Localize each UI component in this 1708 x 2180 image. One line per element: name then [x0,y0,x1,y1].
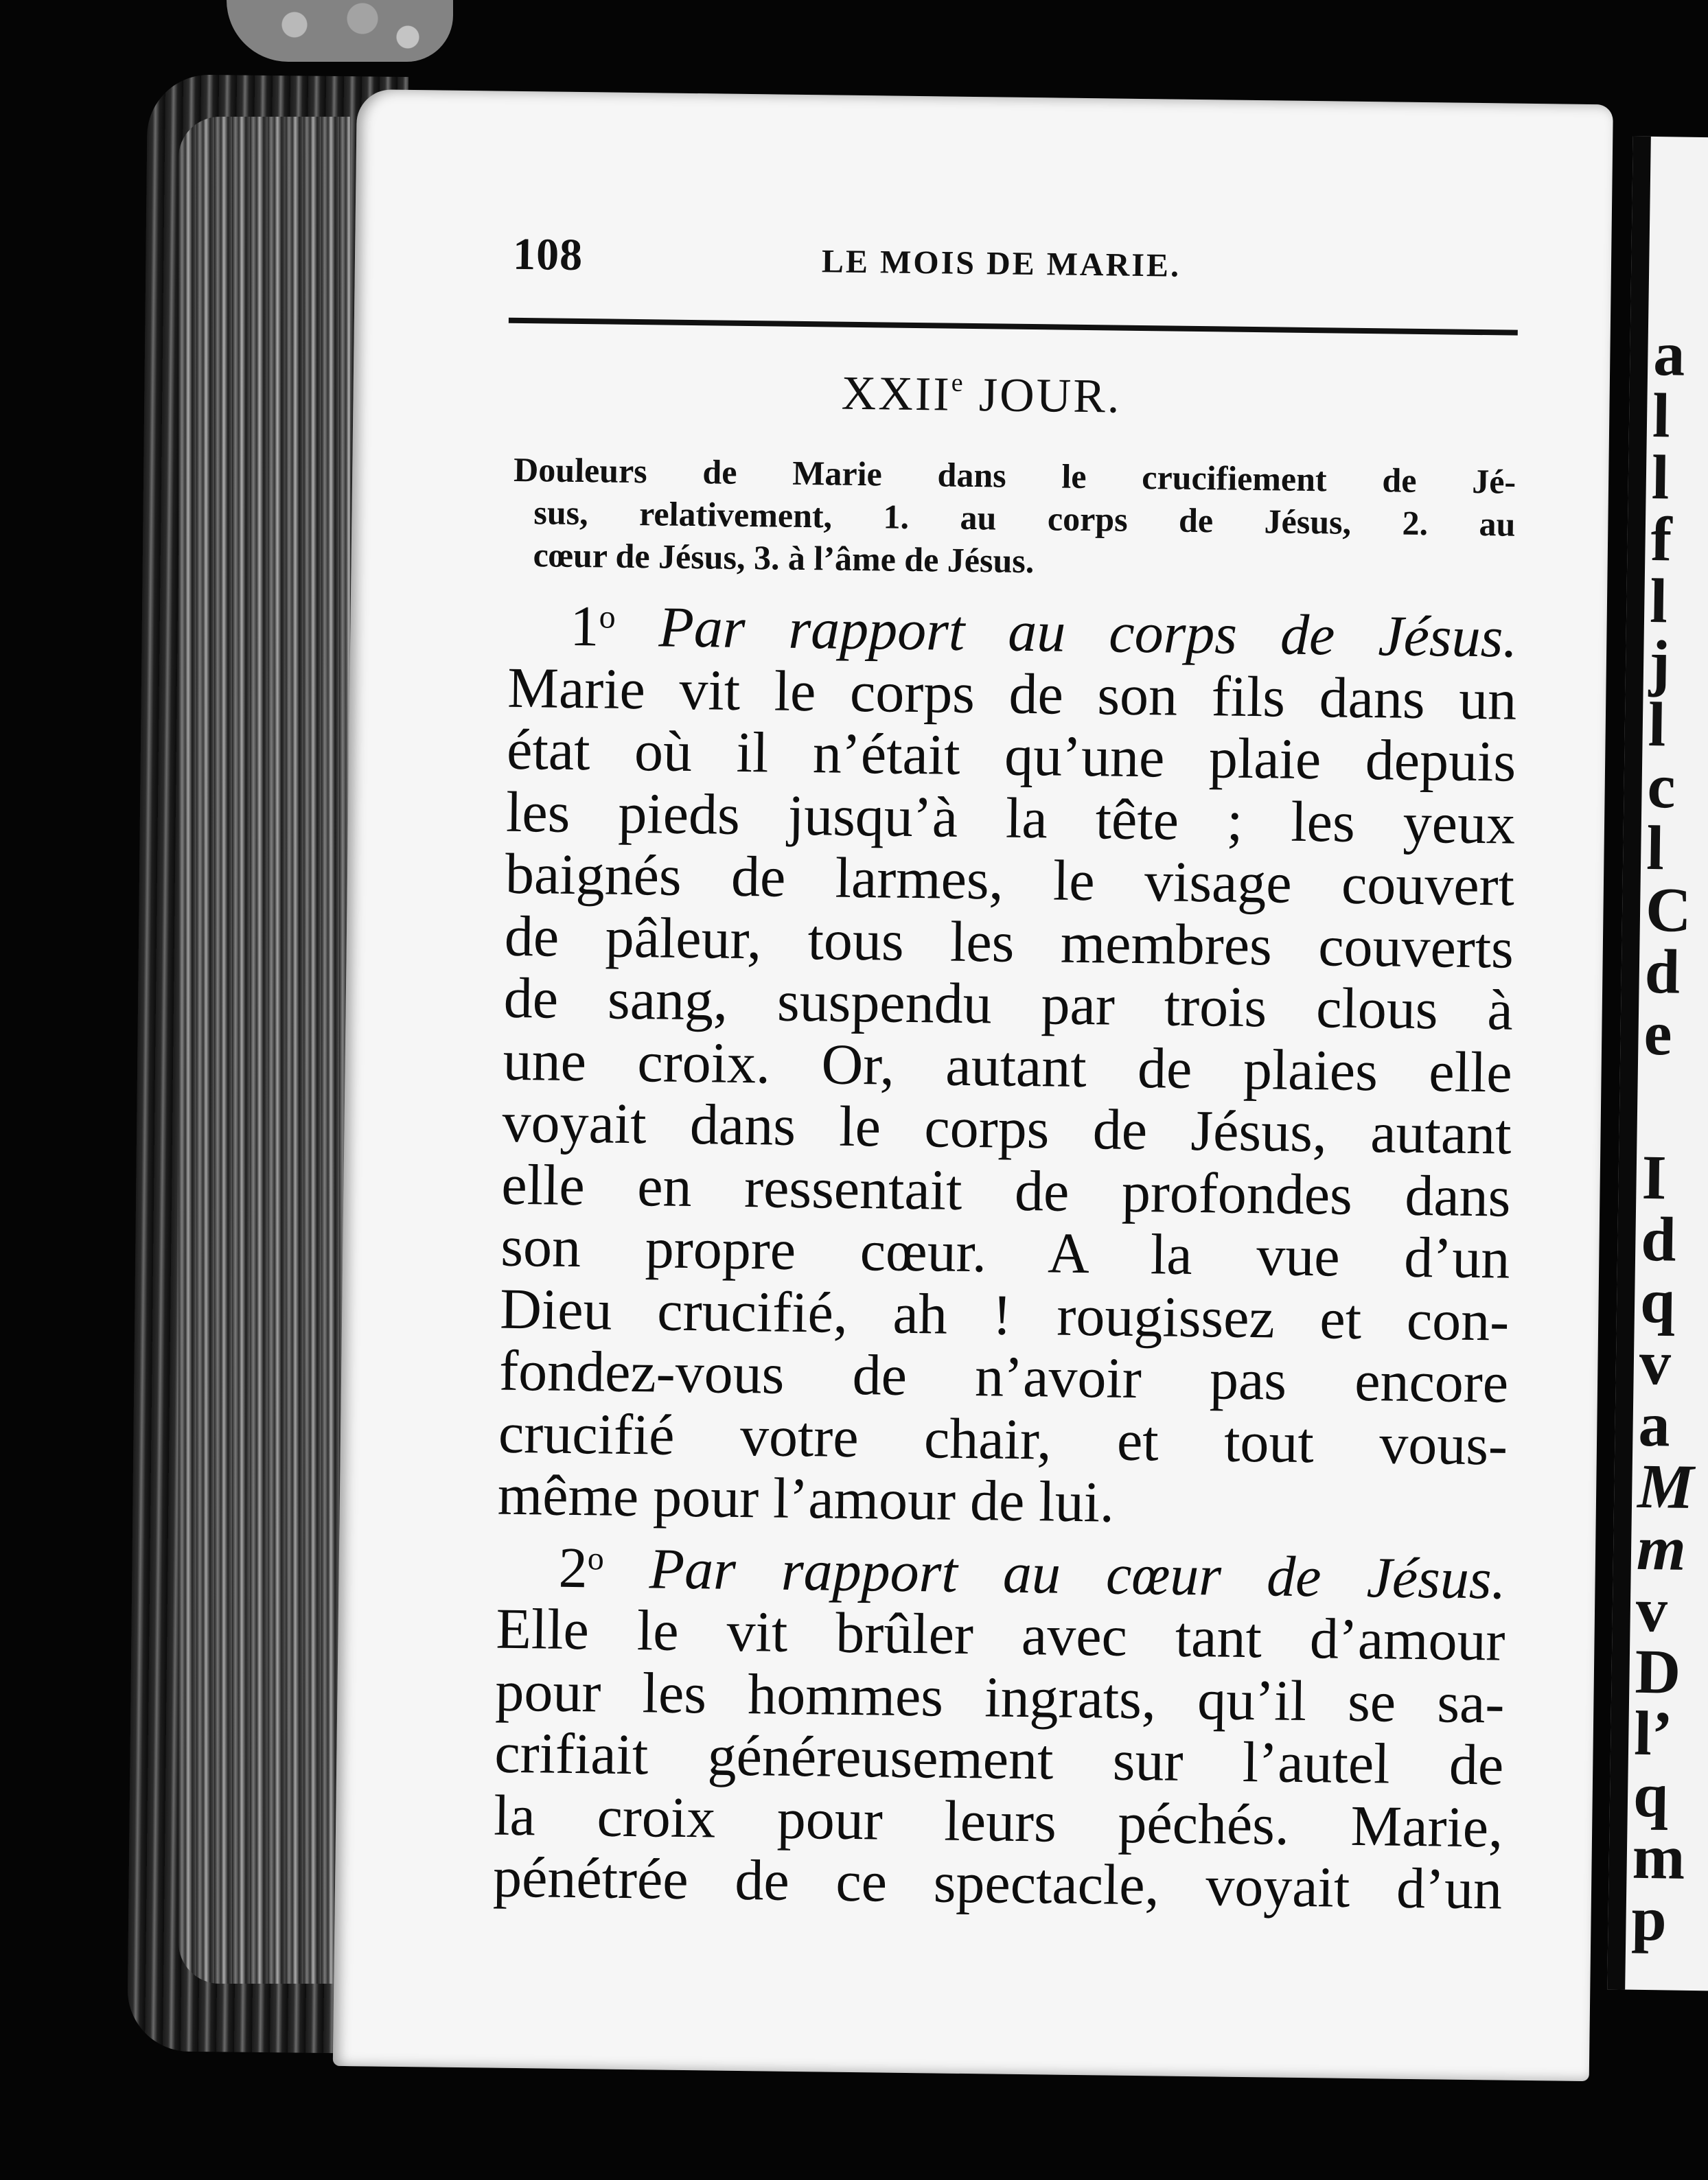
text-line: voyait dans le corps de Jésus, autant [502,1090,1512,1167]
facing-page-fragment [1607,137,1708,1992]
facing-page-letter: a [1652,318,1686,389]
body-text [493,585,1518,1921]
text-line: crucifié votre chair, et tout vous- [498,1401,1508,1478]
page-number: 108 [512,229,584,281]
text-line: la croix pour leurs péchés. Marie, [493,1783,1503,1860]
text-line: pour les hommes ingrats, qu’il se sa- [494,1659,1505,1736]
facing-page-letter: a [1637,1389,1671,1460]
facing-page-letter: l [1646,812,1665,883]
text-line: de pâleur, tous les membres couverts [504,904,1514,981]
summary-line: Douleurs de Marie dans le crucifiement de Jé- [513,450,1516,501]
facing-page-letter: m [1636,1512,1687,1584]
facing-page-letter: j [1648,627,1671,698]
text-line: état où il n’était qu’une plaie depuis [506,717,1516,794]
header-rule [509,318,1518,336]
facing-page-letter: l [1649,565,1668,636]
facing-page-letter: v [1635,1574,1668,1645]
text-line: son propre cœur. A la vue d’un [500,1214,1510,1291]
facing-page-letter: e [1643,997,1673,1069]
facing-page-letter: d [1640,1203,1677,1275]
lace-decoration [227,0,453,62]
facing-page-letter: q [1632,1759,1670,1831]
section-number: 1$^o$ [569,594,616,659]
facing-page-letter: v [1639,1327,1672,1398]
text-line: les pieds jusqu’à la tête ; les yeux [505,780,1516,857]
section-title: Par rapport au cœur de Jésus. [649,1536,1507,1612]
facing-page-letter: l [1652,380,1671,451]
chapter-summary [512,448,1516,588]
summary-line: cœur de Jésus, 3. à l’âme de Jésus. [533,535,1035,581]
text-line: Elle le vit brûler avec tant d’amour [496,1597,1506,1673]
text-line: une croix. Or, autant de plaies elle [503,1028,1513,1105]
chapter-heading [353,360,1610,430]
facing-page-letter: l [1651,441,1670,513]
text-line: Dieu crucifié, ah ! rougissez et con- [499,1277,1510,1354]
text-line: Marie vit le corps de son fils dans un [507,656,1517,732]
text-line: pénétrée de ce spectacle, voyait d’un [492,1845,1503,1922]
book-page-edges-inner [178,117,350,1984]
facing-page-letter: C [1645,874,1692,945]
facing-page-letter: d [1644,936,1681,1007]
text-line: même pour l’amour de lui. [497,1463,1115,1535]
facing-page-letter: q [1639,1265,1676,1336]
facing-page-letter: f [1650,503,1673,575]
section-1-heading [508,585,1518,669]
section-number: 2$^o$ [558,1535,605,1600]
section-2-heading [496,1527,1506,1610]
chapter-word: JOUR. [964,368,1122,424]
summary-line: sus, relativement, 1. au corps de Jésus, 2. au [533,493,1516,544]
text-line: fondez-vous de n’avoir pas encore [498,1338,1509,1415]
text-line: baignés de larmes, le visage couvert [505,842,1515,918]
facing-page-letter: m [1632,1821,1686,1892]
running-head-title: LE MOIS DE MARIE. [821,243,1181,284]
facing-page-letter: I [1641,1141,1667,1213]
chapter-numeral: XXII [841,367,952,421]
text-line: crifiait généreusement sur l’autel de [494,1721,1504,1798]
book-page [333,89,1613,2081]
facing-page-letter: l’ [1633,1697,1674,1769]
text-line: elle en ressentait de profondes dans [500,1152,1511,1229]
facing-page-letter: l [1648,688,1667,760]
facing-page-letter: M [1637,1450,1694,1522]
facing-page-letter: c [1646,750,1676,822]
facing-page-letter: p [1630,1883,1667,1954]
section-title: Par rapport au corps de Jésus. [658,595,1518,670]
text-line: de sang, suspendu par trois clous à [503,966,1514,1043]
chapter-numeral-suffix: e [951,368,965,397]
facing-page-letter: D [1634,1636,1681,1707]
